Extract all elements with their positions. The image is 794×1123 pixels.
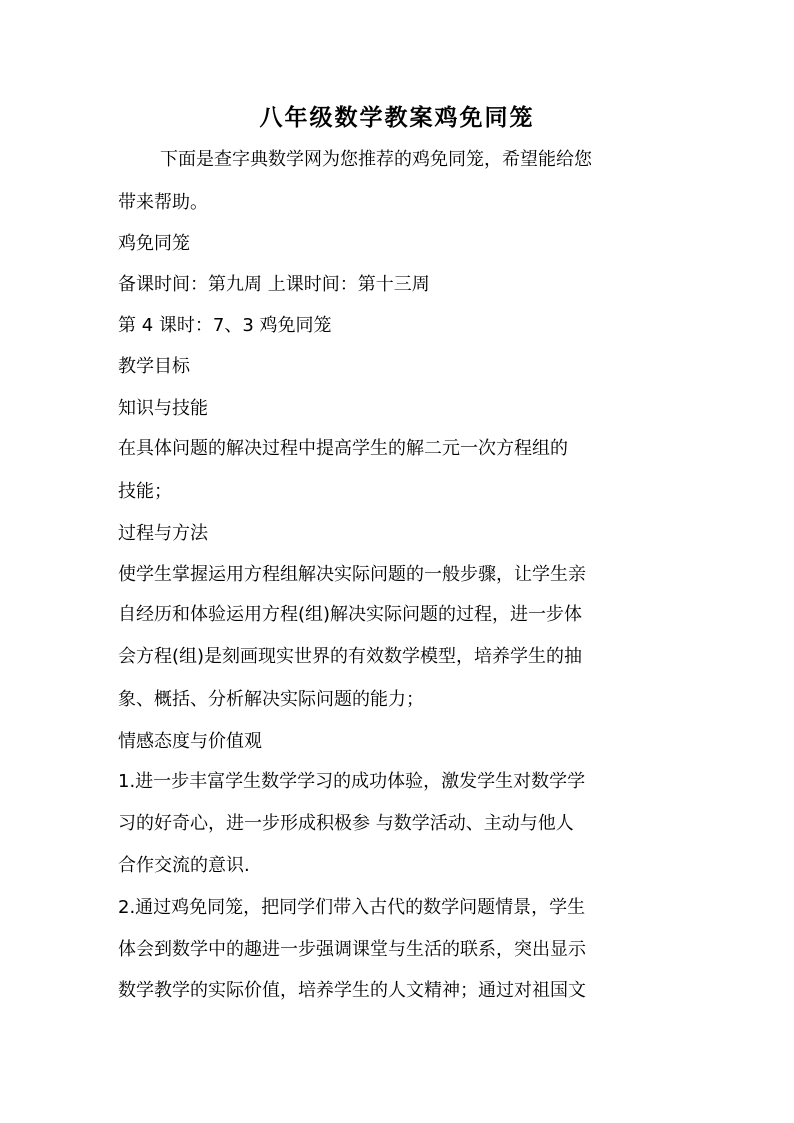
text-line: 合作交流的意识. [118,855,250,876]
text-line: 象、概括、分析解决实际问题的能力； [118,689,424,710]
document-title: 八年级数学教案鸡免同笼 [259,104,535,131]
section-heading: 情感态度与价值观 [118,731,262,752]
text-line: 数学教学的实际价值，培养学生的人文精神；通过对祖国文 [118,980,586,1001]
section-heading: 教学目标 [118,356,190,377]
text-line: 技能； [118,481,172,502]
text-line: 会方程(组)是刻画现实世界的有效数学模型，培养学生的抽 [118,646,583,667]
text-line: 使学生掌握运用方程组解决实际问题的一般步骤，让学生亲 [118,564,586,585]
text-line: 在具体问题的解决过程中提高学生的解二元一次方程组的 [118,438,568,459]
text-line: 下面是查字典数学网为您推荐的鸡免同笼，希望能给您 [160,149,592,170]
text-line: 自经历和体验运用方程(组)解决实际问题的过程，进一步体 [118,604,583,625]
section-heading: 鸡免同笼 [118,233,190,254]
text-line: 1.进一步丰富学生数学学习的成功体验，激发学生对数学学 [118,771,586,792]
text-line: 体会到数学中的趣进一步强调课堂与生活的联系，突出显示 [118,939,586,960]
section-heading: 过程与方法 [118,523,208,544]
text-line: 备课时间：第九周 上课时间：第十三周 [118,274,430,295]
section-heading: 知识与技能 [118,398,208,419]
text-line: 习的好奇心，进一步形成积极参 与数学活动、主动与他人 [118,813,574,834]
text-line: 2.通过鸡免同笼，把同学们带入古代的数学问题情景，学生 [118,897,586,918]
text-line: 带来帮助。 [118,192,208,213]
text-line: 第 4 课时：7、3 鸡免同笼 [118,315,332,336]
